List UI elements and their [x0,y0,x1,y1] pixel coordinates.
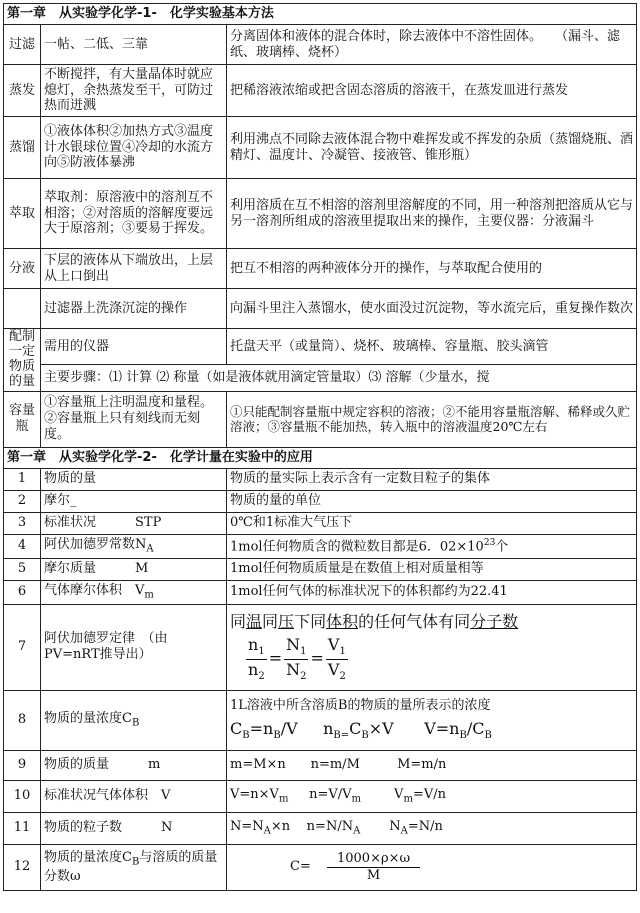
table-row [4,25,637,65]
row-right: 向漏斗里注入蒸馏水，使水面没过沉淀物，等水流完后，重复操作数次 [227,289,637,329]
row-left: 不断搅拌，有大量晶体时就应熄灯，余热蒸发至干，可防过热而迸溅 [41,65,227,117]
row-label: 分液 [4,249,41,289]
section2-table [3,447,637,891]
row-name: 标准状况 STP [41,512,227,534]
row-number: 1 [4,468,41,490]
table-row [4,179,637,249]
row-number: 2 [4,490,41,512]
table-row [4,558,637,580]
row-right: 利用溶质在互不相溶的溶剂里溶解度的不同，用一种溶剂把溶质从它与另一溶剂所组成的溶液里提取出来的操作，主要仪器：分液漏斗 [227,179,637,249]
particle-formulas: $N=N_A\times n$ $n=N/N_A$ $N_A=N/n$ [227,812,637,844]
concentration-formulas: $C_B=n_B/V$ $n_{B=}C_B\times V$ $V=n_B/C_B$ [230,719,492,742]
row-name: 阿伏加德罗定律 （由PV=nRT推导出） [41,604,227,690]
section1-table [3,3,637,448]
row-left: 下层的液体从下端放出，上层从上口倒出 [41,249,227,289]
table-row [4,391,637,447]
row-left: ①液体体积②加热方式③温度计水银球位置④冷却的水流方向⑤防液体暴沸 [41,117,227,179]
table-row [4,249,637,289]
avogadro-law-text: 同温同压下同体积的任何气体有同分子数 [230,611,519,631]
row-label [4,289,41,329]
row-desc: 1mol任何气体的标准状况下的体积都约为22.41 [227,580,637,604]
row-right: 把稀溶液浓缩或把含固态溶质的溶液干，在蒸发皿进行蒸发 [227,65,637,117]
row-number: 12 [4,844,41,890]
table-row [4,365,637,391]
row-number: 11 [4,812,41,844]
row-name: 阿伏加德罗常数$N_A$ [41,534,227,558]
row-label: 蒸馏 [4,117,41,179]
row-right: 利用沸点不同除去液体混合物中难挥发或不挥发的杂质（蒸馏烧瓶、酒精灯、温度计、冷凝管、接液管、锥形瓶） [227,117,637,179]
mass-formulas: m=M×n n=m/M M=m/n [227,750,637,780]
row-name: 摩尔质量 M [41,558,227,580]
row-left: ①容量瓶上注明温度和量程。②容量瓶上只有刻线而无刻度。 [41,391,227,447]
row-label: 萃取 [4,179,41,249]
row-left: 需用的仪器 [41,329,227,365]
row-left: 萃取剂：原溶液中的溶剂互不相溶；②对溶质的溶解度要远大于原溶剂；③要易于挥发。 [41,179,227,249]
row-number: 3 [4,512,41,534]
row-name: 标准状况气体体积 V [41,780,227,812]
row-number: 8 [4,690,41,750]
row-name: 摩尔_ [41,490,227,512]
row-desc: 物质的量实际上表示含有一定数目粒子的集体 [227,468,637,490]
table-row [4,490,637,512]
row-number: 9 [4,750,41,780]
mass-fraction-formula: C= $\frac{1000\times\rho\times\omega}{M}$ [227,844,637,890]
row-desc [227,604,637,690]
table-row [4,289,637,329]
table-row [4,117,637,179]
table-row [4,780,637,812]
row-right: 把互不相溶的两种液体分开的操作，与萃取配合使用的 [227,249,637,289]
table-row [4,65,637,117]
table-row [4,690,637,750]
row-left: 一帖、二低、三靠 [41,25,227,65]
row-desc: 0℃和1标准大气压下 [227,512,637,534]
section1-title: 第一章 从实验学化学-1- 化学实验基本方法 [4,4,637,25]
table-row [4,534,637,558]
row-right: 托盘天平（或量筒）、烧杯、玻璃棒、容量瓶、胶头滴管 [227,329,637,365]
row-full: 主要步骤：⑴ 计算 ⑵ 称量（如是液体就用滴定管量取）⑶ 溶解（少量水，搅 [41,365,637,391]
row-label: 蒸发 [4,65,41,117]
row-right: 分离固体和液体的混合体时，除去液体中不溶性固体。 （漏斗、滤纸、玻璃棒、烧杯） [227,25,637,65]
table-row [4,844,637,890]
table-row [4,329,637,365]
page [3,3,637,891]
row-right: ①只能配制容量瓶中规定容积的溶液；②不能用容量瓶溶解、稀释或久贮溶液；③容量瓶不能加热，转入瓶中的溶液温度20℃左右 [227,391,637,447]
row-name: 物质的量浓度$C_B$与溶质的质量分数ω [41,844,227,890]
row-number: 7 [4,604,41,690]
row-number: 5 [4,558,41,580]
row-name: 物质的量浓度$C_B$ [41,690,227,750]
row-name: 气体摩尔体积 $V_m$ [41,580,227,604]
row-left: 过滤器上洗涤沉淀的操作 [41,289,227,329]
row-number: 10 [4,780,41,812]
row-name: 物质的粒子数 N [41,812,227,844]
row-desc: 物质的量的单位 [227,490,637,512]
row-label: 过滤 [4,25,41,65]
row-name: 物质的量 [41,468,227,490]
row-number: 6 [4,580,41,604]
table-row [4,580,637,604]
gas-volume-formulas: $V=n\times V_m$ $n=V/V_m$ $V_m=V/n$ [227,780,637,812]
row-desc: 1mol任何物质含的微粒数目都是6．$02\times 10^{23}$个 [227,534,637,558]
table-row [4,812,637,844]
row-label: 配制一定物质的量 [4,329,41,392]
row-number: 4 [4,534,41,558]
table-row [4,750,637,780]
row-name: 物质的质量 m [41,750,227,780]
avogadro-formula: $\frac{n_1}{n_2}$ = $\frac{N_1}{N_2}$ = $\frac{V_1}{V_2}$ [248,635,346,682]
table-row [4,604,637,690]
row-desc: 1mol任何物质质量是在数值上相对质量相等 [227,558,637,580]
row-desc: 1L溶液中所含溶质B的物质的量所表示的浓度 $C_B=n_B/V$ $n_{B=}C_B\times V$ $V=n_B/C_B$ [227,690,637,750]
table-row [4,468,637,490]
row-label: 容量瓶 [4,391,41,447]
table-row [4,512,637,534]
section2-title: 第一章 从实验学化学-2- 化学计量在实验中的应用 [4,447,637,468]
